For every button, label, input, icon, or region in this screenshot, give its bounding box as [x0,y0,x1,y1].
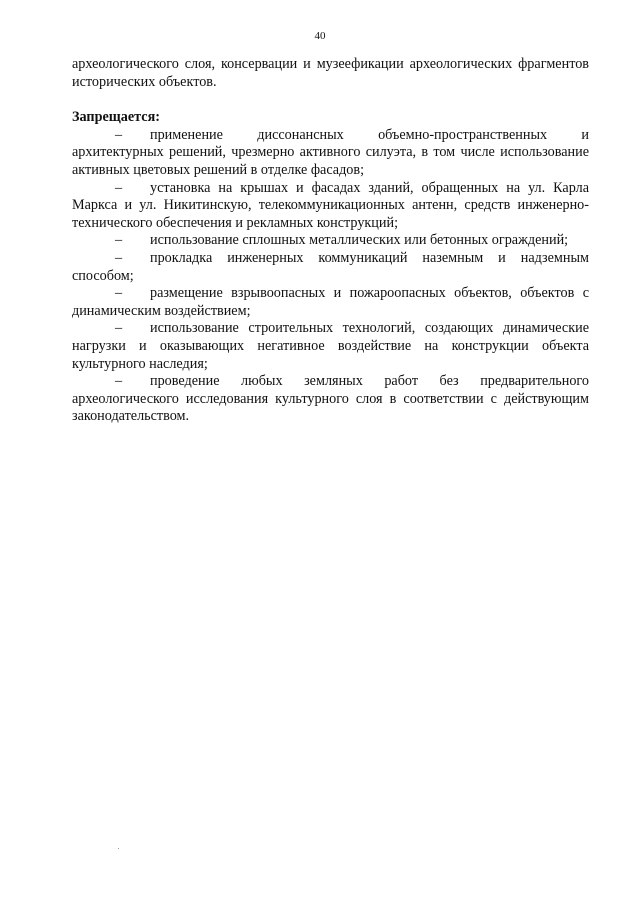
list-item-text: использование строительных технологий, создающих динамические нагрузки и оказывающих негативное воздействие на конструкции объекта культурного наследия; [72,320,589,372]
dash-marker: – [115,320,123,337]
list-item [72,232,589,250]
dash-marker: – [115,179,123,196]
list-item [72,373,589,426]
list-item [72,320,589,373]
section-heading: Запрещается: [72,109,160,126]
list-item-text: прокладка инженерных коммуникаций наземным и надземным способом; [72,249,589,284]
intro-paragraph: археологического слоя, консервации и музеефикации археологических фрагментов исторических объектов. [72,56,589,90]
dash-marker: – [115,373,123,390]
list-item [72,250,589,285]
list-item [72,127,589,180]
list-item-text: установка на крышах и фасадах зданий, обращенных на ул. Карла Маркса и ул. Никитинскую, телекоммуникационных антенн, средств инженерно-технического обеспечения и рекламных конструкций; [72,179,589,231]
page-number: 40 [314,30,326,42]
scan-speck [118,848,119,849]
dash-marker: – [115,285,123,302]
list-item-text: использование сплошных металлических или бетонных ограждений; [150,232,569,249]
dash-marker: – [115,249,123,266]
list-item [72,180,589,233]
list-item-text: размещение взрывоопасных и пожароопасных объектов, объектов с динамическим воздействием; [72,285,589,319]
prohibited-list [72,127,589,426]
document-body [72,56,589,426]
dash-marker: – [115,126,123,143]
list-item [72,285,589,320]
list-item-text: проведение любых земляных работ без предварительного археологического исследования культурного слоя в соответствии с действующим законодательством. [72,373,589,425]
dash-marker: – [115,232,123,249]
list-item-text: применение диссонансных объемно-пространственных и архитектурных решений, чрезмерно активного силуэта, в том числе использование активных цветовых решений в отделке фасадов; [72,126,589,178]
